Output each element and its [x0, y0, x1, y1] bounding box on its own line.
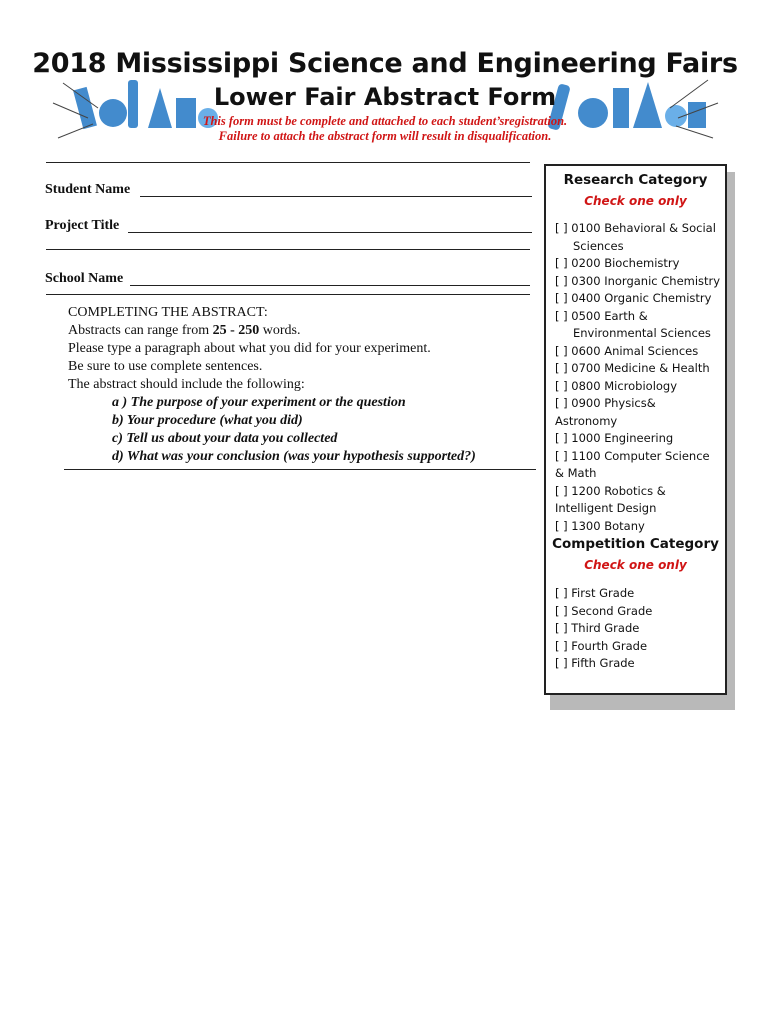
research-check-note: Check one only	[584, 194, 687, 208]
research-option[interactable]: [ ] 0900 Physics& Astronomy	[555, 396, 656, 428]
student-name-field[interactable]	[140, 196, 532, 197]
competition-category-heading: Competition Category	[552, 536, 719, 552]
school-name-field[interactable]	[130, 285, 530, 286]
form-subtitle: Lower Fair Abstract Form	[213, 83, 557, 111]
research-option[interactable]: [ ] 0300 Inorganic Chemistry	[555, 273, 721, 288]
research-option[interactable]: [ ] 1300 Botany	[555, 518, 645, 533]
bottom-divider	[64, 469, 536, 470]
competition-option[interactable]: [ ] Fifth Grade	[555, 656, 635, 670]
instructions-paragraph: Please type a paragraph about what you did for your experiment.	[68, 341, 431, 356]
instruction-item: b) Your procedure (what you did)	[112, 413, 303, 428]
school-name-label: School Name	[45, 271, 124, 286]
notice-line-1: This form must be complete and attached to each student’sregistration.	[202, 114, 568, 128]
competition-check-note: Check one only	[584, 558, 687, 572]
competition-option[interactable]: [ ] Third Grade	[555, 621, 640, 635]
project-title-field[interactable]	[128, 232, 532, 233]
research-option[interactable]: [ ] 0100 Behavioral & Social Sciences	[555, 221, 716, 253]
instructions-sentences: Be sure to use complete sentences.	[68, 359, 263, 374]
notice-line-2: Failure to attach the abstract form will result in disqualification.	[218, 129, 552, 143]
attachment-notice	[0, 114, 770, 144]
research-option[interactable]: [ ] 1200 Robotics & Intelligent Design	[555, 483, 666, 515]
instruction-item: c) Tell us about your data you collected	[112, 431, 338, 446]
instructions-include: The abstract should include the following:	[68, 377, 305, 392]
research-option[interactable]: [ ] 0600 Animal Sciences	[555, 343, 699, 358]
instruction-item: d) What was your conclusion (was your hypothesis supported?)	[112, 449, 476, 464]
instructions-range: Abstracts can range from 25 - 250 words.	[68, 323, 301, 338]
competition-option[interactable]: [ ] Fourth Grade	[555, 638, 648, 653]
school-divider	[46, 294, 530, 295]
research-option[interactable]: [ ] 1000 Engineering	[555, 431, 674, 445]
competition-option[interactable]: [ ] Second Grade	[555, 603, 653, 618]
research-option[interactable]: [ ] 0200 Biochemistry	[555, 256, 680, 270]
project-title-field-line-2[interactable]	[46, 249, 530, 250]
top-divider	[46, 162, 530, 163]
instruction-item: a ) The purpose of your experiment or the question	[112, 395, 406, 410]
student-name-label: Student Name	[45, 182, 131, 197]
research-option[interactable]: [ ] 0500 Earth & Environmental Sciences	[555, 308, 711, 340]
abstract-instructions	[68, 304, 476, 466]
project-title-label: Project Title	[45, 218, 120, 233]
page-title: 2018 Mississippi Science and Engineering Fairs	[32, 48, 738, 79]
instructions-heading: COMPLETING THE ABSTRACT:	[68, 305, 268, 320]
research-option[interactable]: [ ] 0700 Medicine & Health	[555, 361, 710, 375]
research-option[interactable]: [ ] 0400 Organic Chemistry	[555, 291, 712, 305]
competition-options	[555, 585, 652, 673]
research-category-heading: Research Category	[563, 172, 708, 188]
research-option[interactable]: [ ] 0800 Microbiology	[555, 378, 678, 393]
competition-option[interactable]: [ ] First Grade	[555, 586, 635, 600]
research-option[interactable]: [ ] 1100 Computer Science & Math	[555, 448, 710, 480]
research-options	[555, 220, 720, 535]
